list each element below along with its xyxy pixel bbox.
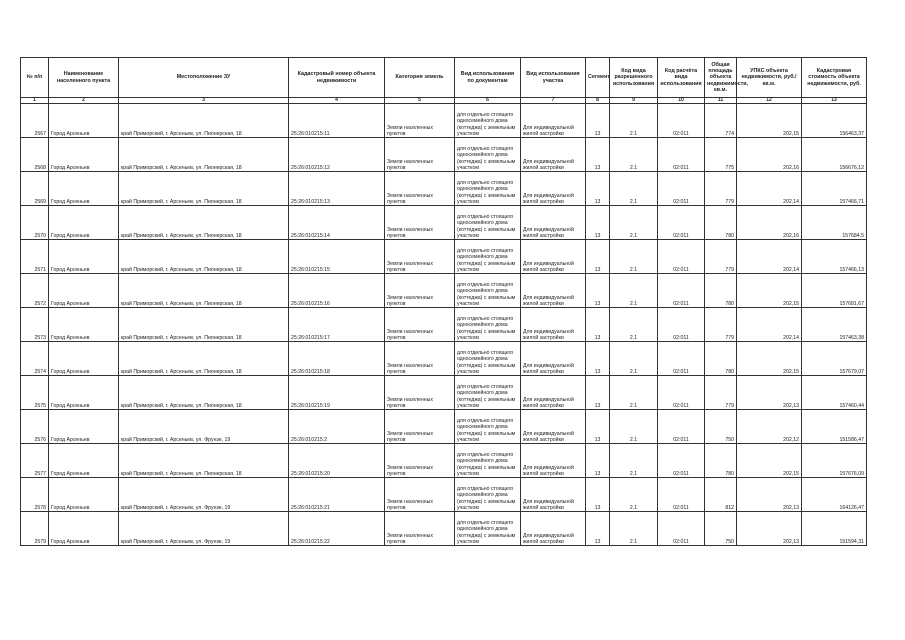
permitted-use-code: 2.1 xyxy=(610,444,658,478)
col-header: Кадастровая стоимость объекта недвижимости, руб. xyxy=(802,58,867,98)
documented-use: для отдельно стоящего односемейного дома (коттеджа) с земельным участком xyxy=(455,512,521,546)
cadastral-cost: 157466,13 xyxy=(802,240,867,274)
table-row xyxy=(21,104,867,138)
col-number: 10 xyxy=(658,98,705,104)
land-category: Земли населенных пунктов xyxy=(385,274,455,308)
upks-value: 202,14 xyxy=(737,172,802,206)
cadastral-number: 25:26:010215:11 xyxy=(289,104,385,138)
calc-code: 02:011 xyxy=(658,240,705,274)
cadastral-number: 25:26:010215:22 xyxy=(289,512,385,546)
segment: 13 xyxy=(586,512,610,546)
col-number: 12 xyxy=(737,98,802,104)
col-header: Наименование населенного пункта xyxy=(49,58,119,98)
table-row xyxy=(21,308,867,342)
upks-value: 202,16 xyxy=(737,138,802,172)
town-name: Город Арсеньев xyxy=(49,512,119,546)
area: 779 xyxy=(705,240,737,274)
upks-value: 202,14 xyxy=(737,240,802,274)
table-row xyxy=(21,410,867,444)
land-category: Земли населенных пунктов xyxy=(385,240,455,274)
land-category: Земли населенных пунктов xyxy=(385,172,455,206)
permitted-use-code: 2.1 xyxy=(610,172,658,206)
permitted-use-code: 2.1 xyxy=(610,308,658,342)
segment: 13 xyxy=(586,172,610,206)
town-name: Город Арсеньев xyxy=(49,410,119,444)
town-name: Город Арсеньев xyxy=(49,274,119,308)
documented-use: для отдельно стоящего односемейного дома (коттеджа) с земельным участком xyxy=(455,274,521,308)
col-header: Вид использования по документам xyxy=(455,58,521,98)
row-number: 2567 xyxy=(21,104,49,138)
upks-value: 202,15 xyxy=(737,104,802,138)
cadastral-cost: 157466,71 xyxy=(802,172,867,206)
calc-code: 02:011 xyxy=(658,104,705,138)
address: край Приморский, г. Арсеньев, ул. Пионерская, 18 xyxy=(119,274,289,308)
address: край Приморский, г. Арсеньев, ул. Пионерская, 18 xyxy=(119,138,289,172)
upks-value: 202,16 xyxy=(737,206,802,240)
upks-value: 202,15 xyxy=(737,444,802,478)
town-name: Город Арсеньев xyxy=(49,104,119,138)
upks-value: 202,15 xyxy=(737,342,802,376)
town-name: Город Арсеньев xyxy=(49,478,119,512)
segment: 13 xyxy=(586,138,610,172)
documented-use: для отдельно стоящего односемейного дома (коттеджа) с земельным участком xyxy=(455,410,521,444)
table-row xyxy=(21,206,867,240)
calc-code: 02:011 xyxy=(658,478,705,512)
col-header: Общая площадь объекта недвижимости, кв.м. xyxy=(705,58,737,98)
table-row xyxy=(21,478,867,512)
area: 780 xyxy=(705,444,737,478)
land-category: Земли населенных пунктов xyxy=(385,206,455,240)
cadastral-cost: 157463,38 xyxy=(802,308,867,342)
actual-use: Для индивидуальной жилой застройки xyxy=(521,240,586,274)
permitted-use-code: 2.1 xyxy=(610,342,658,376)
address: край Приморский, г. Арсеньев, ул. Пионерская, 18 xyxy=(119,104,289,138)
col-number: 3 xyxy=(119,98,289,104)
col-header: Категория земель xyxy=(385,58,455,98)
col-header: Кадастровый номер объекта недвижимости xyxy=(289,58,385,98)
permitted-use-code: 2.1 xyxy=(610,138,658,172)
cadastral-cost: 157676,09 xyxy=(802,444,867,478)
calc-code: 02:011 xyxy=(658,376,705,410)
col-number: 4 xyxy=(289,98,385,104)
permitted-use-code: 2.1 xyxy=(610,512,658,546)
cadastral-cost: 156463,37 xyxy=(802,104,867,138)
calc-code: 02:011 xyxy=(658,444,705,478)
header-row xyxy=(21,58,867,98)
address: край Приморский, г. Арсеньев, ул. Пионерская, 18 xyxy=(119,444,289,478)
cadastral-cost: 164126,47 xyxy=(802,478,867,512)
col-number: 13 xyxy=(802,98,867,104)
documented-use: для отдельно стоящего односемейного дома (коттеджа) с земельным участком xyxy=(455,478,521,512)
land-category: Земли населенных пунктов xyxy=(385,512,455,546)
documented-use: для отдельно стоящего односемейного дома (коттеджа) с земельным участком xyxy=(455,240,521,274)
col-number: 7 xyxy=(521,98,586,104)
table-row xyxy=(21,512,867,546)
area: 780 xyxy=(705,274,737,308)
land-category: Земли населенных пунктов xyxy=(385,138,455,172)
upks-value: 202,14 xyxy=(737,308,802,342)
town-name: Город Арсеньев xyxy=(49,342,119,376)
row-number: 2569 xyxy=(21,172,49,206)
segment: 13 xyxy=(586,308,610,342)
cadastral-number: 25:26:010215:16 xyxy=(289,274,385,308)
land-category: Земли населенных пунктов xyxy=(385,478,455,512)
address: край Приморский, г. Арсеньев, ул. Пионерская, 18 xyxy=(119,206,289,240)
segment: 13 xyxy=(586,104,610,138)
row-number: 2574 xyxy=(21,342,49,376)
col-number: 8 xyxy=(586,98,610,104)
town-name: Город Арсеньев xyxy=(49,444,119,478)
land-category: Земли населенных пунктов xyxy=(385,444,455,478)
permitted-use-code: 2.1 xyxy=(610,206,658,240)
area: 779 xyxy=(705,308,737,342)
actual-use: Для индивидуальной жилой застройки xyxy=(521,444,586,478)
documented-use: для отдельно стоящего односемейного дома (коттеджа) с земельным участком xyxy=(455,104,521,138)
permitted-use-code: 2.1 xyxy=(610,410,658,444)
col-number: 5 xyxy=(385,98,455,104)
col-header: УПКС объекта недвижимости, руб./кв.м. xyxy=(737,58,802,98)
documented-use: для отдельно стоящего односемейного дома (коттеджа) с земельным участком xyxy=(455,444,521,478)
address: край Приморский, г. Арсеньев, ул. Пионерская, 18 xyxy=(119,376,289,410)
upks-value: 202,12 xyxy=(737,410,802,444)
land-category: Земли населенных пунктов xyxy=(385,308,455,342)
documented-use: для отдельно стоящего односемейного дома (коттеджа) с земельным участком xyxy=(455,206,521,240)
land-category: Земли населенных пунктов xyxy=(385,104,455,138)
address: край Приморский, г. Арсеньев, ул. Фрунзе, 19 xyxy=(119,512,289,546)
cadastral-cost: 157681,67 xyxy=(802,274,867,308)
documented-use: для отдельно стоящего односемейного дома (коттеджа) с земельным участком xyxy=(455,376,521,410)
cadastral-cost: 151594,31 xyxy=(802,512,867,546)
cadastral-number: 25:26:010215:13 xyxy=(289,172,385,206)
segment: 13 xyxy=(586,478,610,512)
calc-code: 02:011 xyxy=(658,308,705,342)
upks-value: 202,13 xyxy=(737,512,802,546)
area: 779 xyxy=(705,172,737,206)
area: 774 xyxy=(705,104,737,138)
col-header: Код вида разрешенного использования xyxy=(610,58,658,98)
cadastral-number: 25:26:010215:15 xyxy=(289,240,385,274)
calc-code: 02:011 xyxy=(658,138,705,172)
calc-code: 02:011 xyxy=(658,172,705,206)
area: 779 xyxy=(705,376,737,410)
calc-code: 02:011 xyxy=(658,512,705,546)
table-row xyxy=(21,444,867,478)
actual-use: Для индивидуальной жилой застройки xyxy=(521,376,586,410)
address: край Приморский, г. Арсеньев, ул. Пионерская, 18 xyxy=(119,172,289,206)
documented-use: для отдельно стоящего односемейного дома (коттеджа) с земельным участком xyxy=(455,172,521,206)
actual-use: Для индивидуальной жилой застройки xyxy=(521,172,586,206)
area: 812 xyxy=(705,478,737,512)
segment: 13 xyxy=(586,376,610,410)
permitted-use-code: 2.1 xyxy=(610,104,658,138)
area: 750 xyxy=(705,410,737,444)
upks-value: 202,13 xyxy=(737,478,802,512)
town-name: Город Арсеньев xyxy=(49,172,119,206)
town-name: Город Арсеньев xyxy=(49,138,119,172)
table-row xyxy=(21,376,867,410)
address: край Приморский, г. Арсеньев, ул. Пионерская, 18 xyxy=(119,240,289,274)
actual-use: Для индивидуальной жилой застройки xyxy=(521,274,586,308)
cadastral-number: 25:26:010215:21 xyxy=(289,478,385,512)
segment: 13 xyxy=(586,274,610,308)
col-header: Вид использования участка xyxy=(521,58,586,98)
upks-value: 202,13 xyxy=(737,376,802,410)
col-number: 9 xyxy=(610,98,658,104)
table-row xyxy=(21,240,867,274)
cadastral-number: 25:26:010215:19 xyxy=(289,376,385,410)
documented-use: для отдельно стоящего односемейного дома (коттеджа) с земельным участком xyxy=(455,138,521,172)
calc-code: 02:011 xyxy=(658,206,705,240)
calc-code: 02:011 xyxy=(658,274,705,308)
cadastral-cost: 156676,12 xyxy=(802,138,867,172)
actual-use: Для индивидуальной жилой застройки xyxy=(521,308,586,342)
table-row xyxy=(21,172,867,206)
table-row xyxy=(21,138,867,172)
permitted-use-code: 2.1 xyxy=(610,376,658,410)
cadastral-number: 25:26:010215:18 xyxy=(289,342,385,376)
permitted-use-code: 2.1 xyxy=(610,478,658,512)
row-number: 2573 xyxy=(21,308,49,342)
row-number: 2575 xyxy=(21,376,49,410)
cadastral-cost: 157684,5 xyxy=(802,206,867,240)
cadastral-number: 25:26:010215:17 xyxy=(289,308,385,342)
calc-code: 02:011 xyxy=(658,410,705,444)
town-name: Город Арсеньев xyxy=(49,308,119,342)
actual-use: Для индивидуальной жилой застройки xyxy=(521,104,586,138)
actual-use: Для индивидуальной жилой застройки xyxy=(521,206,586,240)
cadastral-cost: 157679,07 xyxy=(802,342,867,376)
col-number: 6 xyxy=(455,98,521,104)
documented-use: для отдельно стоящего односемейного дома (коттеджа) с земельным участком xyxy=(455,342,521,376)
land-category: Земли населенных пунктов xyxy=(385,376,455,410)
segment: 13 xyxy=(586,342,610,376)
row-number: 2578 xyxy=(21,478,49,512)
actual-use: Для индивидуальной жилой застройки xyxy=(521,138,586,172)
cadastral-cost: 157460,44 xyxy=(802,376,867,410)
col-header: Сегмент xyxy=(586,58,610,98)
cadastral-cost: 151586,47 xyxy=(802,410,867,444)
col-number: 11 xyxy=(705,98,737,104)
col-header: Код расчёта вида использования xyxy=(658,58,705,98)
row-number: 2568 xyxy=(21,138,49,172)
segment: 13 xyxy=(586,240,610,274)
col-number: 1 xyxy=(21,98,49,104)
cadastral-number: 25:26:010215:20 xyxy=(289,444,385,478)
land-category: Земли населенных пунктов xyxy=(385,342,455,376)
table-row xyxy=(21,274,867,308)
town-name: Город Арсеньев xyxy=(49,206,119,240)
area: 780 xyxy=(705,206,737,240)
address: край Приморский, г. Арсеньев, ул. Пионерская, 18 xyxy=(119,308,289,342)
actual-use: Для индивидуальной жилой застройки xyxy=(521,410,586,444)
actual-use: Для индивидуальной жилой застройки xyxy=(521,478,586,512)
town-name: Город Арсеньев xyxy=(49,240,119,274)
calc-code: 02:011 xyxy=(658,342,705,376)
segment: 13 xyxy=(586,206,610,240)
land-category: Земли населенных пунктов xyxy=(385,410,455,444)
cadastral-number: 25:26:010215:2 xyxy=(289,410,385,444)
area: 775 xyxy=(705,138,737,172)
col-number: 2 xyxy=(49,98,119,104)
cadastral-number: 25:26:010215:12 xyxy=(289,138,385,172)
cadastral-number: 25:26:010215:14 xyxy=(289,206,385,240)
row-number: 2571 xyxy=(21,240,49,274)
address: край Приморский, г. Арсеньев, ул. Фрунзе, 19 xyxy=(119,410,289,444)
area: 750 xyxy=(705,512,737,546)
row-number: 2577 xyxy=(21,444,49,478)
row-number: 2572 xyxy=(21,274,49,308)
col-header: № п/п xyxy=(21,58,49,98)
table-row xyxy=(21,342,867,376)
upks-value: 202,15 xyxy=(737,274,802,308)
area: 780 xyxy=(705,342,737,376)
actual-use: Для индивидуальной жилой застройки xyxy=(521,512,586,546)
town-name: Город Арсеньев xyxy=(49,376,119,410)
row-number: 2579 xyxy=(21,512,49,546)
permitted-use-code: 2.1 xyxy=(610,240,658,274)
address: край Приморский, г. Арсеньев, ул. Фрунзе, 19 xyxy=(119,478,289,512)
segment: 13 xyxy=(586,410,610,444)
documented-use: для отдельно стоящего односемейного дома (коттеджа) с земельным участком xyxy=(455,308,521,342)
cadastral-value-table xyxy=(20,57,867,546)
permitted-use-code: 2.1 xyxy=(610,274,658,308)
actual-use: Для индивидуальной жилой застройки xyxy=(521,342,586,376)
row-number: 2576 xyxy=(21,410,49,444)
col-header: Местоположение ЗУ xyxy=(119,58,289,98)
segment: 13 xyxy=(586,444,610,478)
address: край Приморский, г. Арсеньев, ул. Пионерская, 18 xyxy=(119,342,289,376)
row-number: 2570 xyxy=(21,206,49,240)
